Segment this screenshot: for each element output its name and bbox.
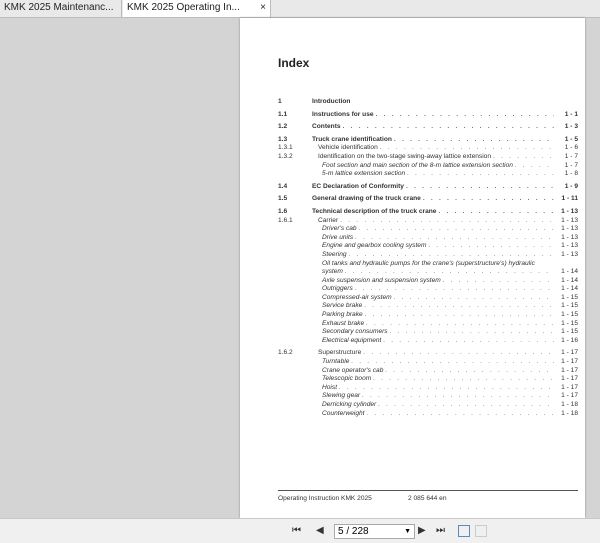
- toc-leader-dots: [362, 392, 554, 401]
- toc-page: 1 - 17: [561, 349, 578, 357]
- toc-page: 1 - 3: [564, 123, 578, 131]
- toc-page: 1 - 14: [561, 268, 578, 276]
- toc-number: [278, 392, 312, 401]
- toc-entry[interactable]: [278, 242, 578, 251]
- toc-label: Crane operator's cab: [322, 366, 384, 374]
- toc-label: system: [322, 268, 343, 276]
- toc-label: Technical description of the truck crane: [312, 207, 437, 215]
- toc-label: Exhaust brake: [322, 319, 365, 327]
- toc-label: Steering: [322, 250, 347, 258]
- toc-entry[interactable]: [278, 392, 578, 401]
- toc-page: [554, 260, 578, 269]
- toc-page: 1 - 15: [561, 302, 578, 310]
- toc-label: Oil tanks and hydraulic pumps for the crane's (superstructure's) hydraulic: [322, 259, 535, 267]
- toc-entry[interactable]: [278, 367, 578, 376]
- toc-entry[interactable]: [278, 162, 578, 171]
- toc-number: [278, 375, 312, 384]
- toc-label: Service brake: [322, 302, 363, 310]
- toc-entry[interactable]: [278, 410, 578, 419]
- toc-leader-dots: [355, 285, 554, 294]
- chevron-down-icon[interactable]: ▼: [404, 528, 411, 535]
- toc-page: 1 - 17: [561, 366, 578, 374]
- close-icon[interactable]: ×: [260, 2, 266, 13]
- page-title: Index: [278, 56, 310, 70]
- toc-entry[interactable]: [278, 217, 578, 226]
- toc-number: [278, 337, 312, 346]
- tab-maintenance[interactable]: [0, 0, 122, 17]
- toc-page: 1 - 15: [561, 311, 578, 319]
- page-number-value: 5 / 228: [338, 526, 369, 537]
- toc-entry[interactable]: [278, 195, 578, 204]
- toc-number: [278, 170, 312, 179]
- footer-divider: [278, 490, 578, 491]
- toc-page: 1 - 15: [561, 328, 578, 336]
- toc-leader-dots: [349, 251, 554, 260]
- toc-label: Derricking cylinder: [322, 401, 377, 408]
- toc-page: 1 - 17: [561, 392, 578, 400]
- tab-bar: [0, 0, 600, 18]
- toc-number: [278, 277, 312, 286]
- toc-number: [278, 367, 312, 376]
- toc-page: 1 - 11: [561, 195, 578, 203]
- single-page-view-icon[interactable]: [458, 525, 470, 537]
- toc-page: 1 - 17: [561, 375, 578, 383]
- toc-number: [278, 358, 312, 367]
- toc-entry[interactable]: [278, 328, 578, 337]
- toc-leader-dots: [394, 294, 554, 303]
- toc-number: [278, 268, 312, 277]
- table-of-contents: [278, 94, 578, 418]
- toc-leader-dots: [343, 123, 554, 132]
- tab-operating[interactable]: [123, 0, 271, 17]
- toc-label: Parking brake: [322, 311, 363, 319]
- toc-label: Introduction: [312, 98, 351, 105]
- toc-label: Hoist: [322, 383, 338, 391]
- toc-page: 1 - 14: [561, 276, 578, 284]
- toc-page: 1 - 13: [561, 216, 578, 224]
- toc-leader-dots: [367, 410, 554, 419]
- toc-number: [278, 162, 312, 171]
- toc-leader-dots: [376, 111, 554, 120]
- toc-number: [278, 311, 312, 320]
- next-page-button[interactable]: ▶: [418, 525, 426, 536]
- toc-page: [554, 98, 578, 107]
- toc-label: EC Declaration of Conformity: [312, 182, 404, 190]
- toc-leader-dots: [378, 401, 554, 410]
- toc-leader-dots: [385, 367, 554, 376]
- toc-page: 1 - 13: [561, 233, 578, 241]
- toc-leader-dots: [365, 311, 554, 320]
- toc-page: 1 - 14: [561, 285, 578, 293]
- toc-label: Electrical equipment: [322, 336, 382, 344]
- toc-number: 1.3.2: [278, 152, 293, 160]
- toc-label: Instructions for use: [312, 110, 374, 118]
- toc-number: [278, 225, 312, 234]
- navigation-toolbar: [0, 518, 600, 543]
- toc-number: 1.4: [278, 182, 288, 190]
- toc-entry[interactable]: [278, 285, 578, 294]
- toc-leader-dots: [515, 162, 554, 171]
- toc-number: 1.6.2: [278, 349, 293, 357]
- toc-entry[interactable]: [278, 401, 578, 410]
- toc-page: 1 - 7: [564, 152, 578, 160]
- toc-leader-dots: [423, 195, 554, 204]
- toc-label: Secondary consumers: [322, 328, 388, 336]
- toc-number: 1.5: [278, 195, 288, 203]
- toc-number: 1: [278, 98, 282, 105]
- toc-label: Axle suspension and suspension system: [322, 276, 441, 284]
- toc-leader-dots: [380, 144, 554, 153]
- document-page: [240, 18, 585, 518]
- toc-page: 1 - 5: [564, 135, 578, 143]
- toc-entry[interactable]: [278, 349, 578, 358]
- toc-page: 1 - 1: [564, 110, 578, 118]
- toc-leader-dots: [493, 153, 554, 162]
- toc-leader-dots: [345, 268, 554, 277]
- toc-number: 1.6: [278, 207, 288, 215]
- toc-label: 5-m lattice extension section: [322, 170, 406, 178]
- toc-page: 1 - 13: [561, 225, 578, 233]
- toc-leader-dots: [340, 217, 554, 226]
- two-page-view-icon[interactable]: [475, 525, 487, 537]
- toc-entry[interactable]: [278, 98, 578, 107]
- toc-entry[interactable]: [278, 153, 578, 162]
- toc-page: 1 - 18: [561, 409, 578, 417]
- page-number-input[interactable]: [334, 524, 415, 539]
- toc-entry[interactable]: [278, 358, 578, 367]
- toc-leader-dots: [373, 375, 554, 384]
- toc-page: 1 - 18: [561, 401, 578, 408]
- toc-leader-dots: [383, 337, 554, 346]
- toc-page: 1 - 15: [561, 319, 578, 327]
- toc-number: [278, 242, 312, 251]
- toc-number: [278, 320, 312, 329]
- toc-leader-dots: [363, 349, 554, 358]
- toc-leader-dots: [407, 170, 554, 179]
- toc-label: Slewing gear: [322, 392, 361, 400]
- toc-number: 1.2: [278, 123, 288, 131]
- toc-entry[interactable]: [278, 208, 578, 217]
- toc-number: [278, 401, 312, 410]
- toc-entry[interactable]: [278, 136, 578, 145]
- toc-entry[interactable]: [278, 260, 578, 269]
- toc-entry[interactable]: [278, 144, 578, 153]
- toc-leader-dots: [351, 358, 554, 367]
- toc-entry[interactable]: [278, 294, 578, 303]
- toc-entry[interactable]: [278, 183, 578, 192]
- toc-entry[interactable]: [278, 268, 578, 277]
- toc-entry[interactable]: [278, 123, 578, 132]
- toc-number: [278, 384, 312, 393]
- toc-entry[interactable]: [278, 302, 578, 311]
- toc-number: 1.6.1: [278, 216, 293, 224]
- tab-label: KMK 2025 Maintenanc...: [4, 2, 114, 13]
- toc-entry[interactable]: [278, 225, 578, 234]
- toc-label: Outriggers: [322, 285, 353, 293]
- toc-label: Identification on the two-stage swing-away lattice extension: [318, 152, 491, 160]
- toc-number: 1.3.1: [278, 144, 293, 152]
- toc-leader-dots: [355, 234, 554, 243]
- toc-number: [278, 294, 312, 303]
- toc-leader-dots: [438, 208, 554, 217]
- toc-page: 1 - 17: [561, 358, 578, 366]
- toc-page: 1 - 15: [561, 293, 578, 301]
- toc-entry[interactable]: [278, 234, 578, 243]
- toc-leader-dots: [428, 242, 554, 251]
- toc-leader-dots: [359, 225, 554, 234]
- last-page-button[interactable]: ⏭: [436, 525, 445, 536]
- toc-page: 1 - 8: [564, 170, 578, 178]
- toc-page: 1 - 13: [561, 207, 578, 215]
- footer-doc-number: 2 085 644 en: [408, 495, 447, 502]
- toc-label: General drawing of the truck crane: [312, 195, 421, 203]
- toc-number: [278, 410, 312, 419]
- toc-entry[interactable]: [278, 251, 578, 260]
- toc-entry[interactable]: [278, 384, 578, 393]
- toc-number: 1.3: [278, 135, 288, 143]
- previous-page-button[interactable]: ◀: [316, 525, 324, 536]
- first-page-button[interactable]: ⏮: [292, 525, 301, 536]
- toc-page: 1 - 16: [561, 336, 578, 344]
- toc-label: Vehicle identification: [318, 144, 378, 152]
- toc-number: [278, 285, 312, 294]
- toc-number: [278, 251, 312, 260]
- toc-leader-dots: [394, 136, 554, 145]
- toc-number: [278, 234, 312, 243]
- toc-label: Turntable: [322, 358, 350, 366]
- toc-entry[interactable]: [278, 311, 578, 320]
- toc-number: [278, 302, 312, 311]
- toc-label: Foot section and main section of the 8-m lattice extension section: [322, 161, 513, 169]
- toc-page: 1 - 17: [561, 383, 578, 391]
- toc-number: [278, 260, 312, 269]
- footer-title: Operating Instruction KMK 2025: [278, 495, 372, 502]
- toc-label: Truck crane identification: [312, 135, 392, 143]
- toc-entry[interactable]: [278, 375, 578, 384]
- toc-number: 1.1: [278, 110, 288, 118]
- toc-page: 1 - 13: [561, 242, 578, 250]
- toc-leader-dots: [339, 384, 554, 393]
- toc-leader-dots: [390, 328, 554, 337]
- toc-label: Superstructure: [318, 349, 362, 357]
- toc-entry[interactable]: [278, 277, 578, 286]
- toc-label: Compressed-air system: [322, 293, 392, 301]
- toc-label: Counterweight: [322, 409, 365, 417]
- tab-label: KMK 2025 Operating In...: [127, 2, 240, 13]
- toc-entry[interactable]: [278, 111, 578, 120]
- toc-leader-dots: [443, 277, 554, 286]
- toc-page: 1 - 6: [564, 144, 578, 152]
- toc-label: Telescopic boom: [322, 375, 372, 383]
- toc-leader-dots: [364, 302, 554, 311]
- toc-label: Contents: [312, 123, 341, 131]
- toc-label: Engine and gearbox cooling system: [322, 242, 427, 250]
- toc-page: 1 - 9: [564, 182, 578, 190]
- toc-entry[interactable]: [278, 320, 578, 329]
- toc-number: [278, 328, 312, 337]
- toc-leader-dots: [366, 320, 554, 329]
- toc-page: 1 - 13: [561, 250, 578, 258]
- toc-entry[interactable]: [278, 170, 578, 179]
- toc-entry[interactable]: [278, 337, 578, 346]
- toc-leader-dots: [406, 183, 554, 192]
- toc-label: Driver's cab: [322, 225, 357, 233]
- toc-page: 1 - 7: [564, 161, 578, 169]
- toc-label: Drive units: [322, 233, 354, 241]
- toc-label: Carrier: [318, 216, 339, 224]
